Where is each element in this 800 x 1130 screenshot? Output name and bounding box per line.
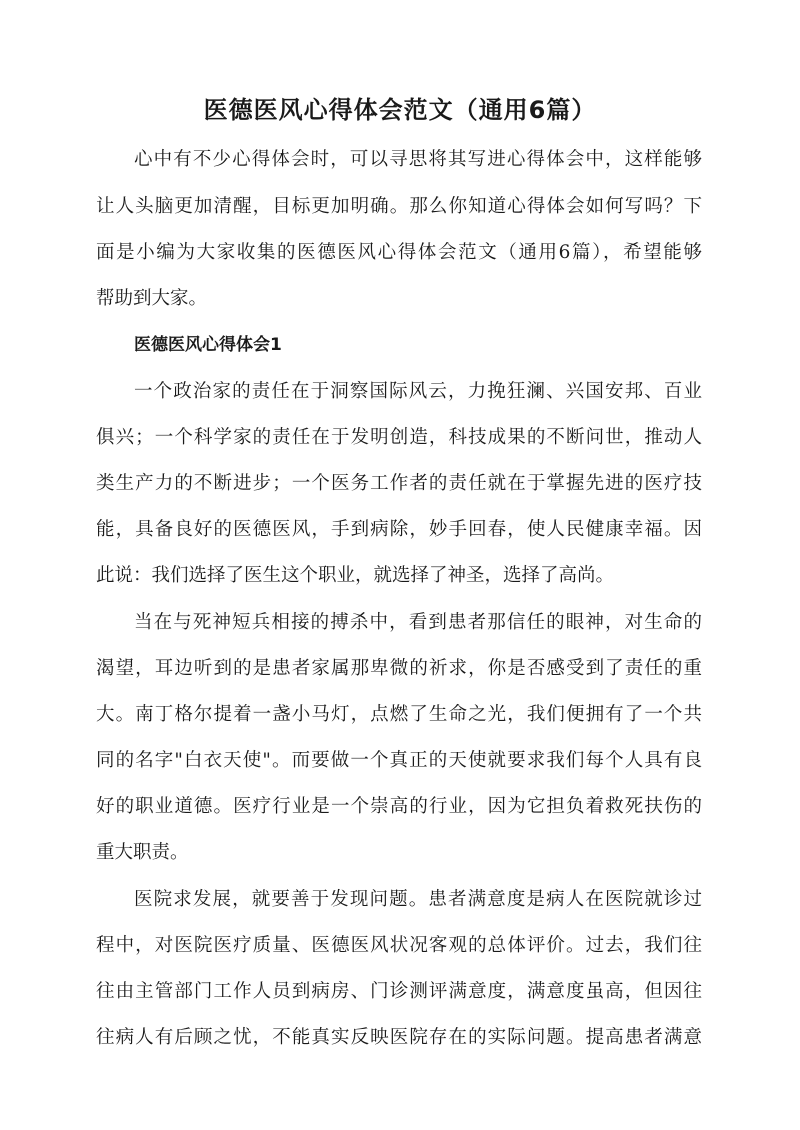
paragraph2-line-4: 同的名字"白衣天使"。而要做一个真正的天使就要求我们每个人具有良 — [96, 750, 702, 771]
paragraph1-line-5: 此说：我们选择了医生这个职业，就选择了神圣，选择了高尚。 — [96, 565, 615, 586]
paragraph2-line-6: 重大职责。 — [96, 842, 189, 863]
paragraph2-line-3: 大。南丁格尔提着一盏小马灯，点燃了生命之光，我们便拥有了一个共 — [96, 704, 702, 725]
intro-line-2: 让人头脑更加清醒，目标更加明确。那么你知道心得体会如何写吗？下 — [96, 196, 702, 217]
paragraph3-line-3: 往由主管部门工作人员到病房、门诊测评满意度，满意度虽高，但因往 — [96, 981, 702, 1002]
section-heading: 医德医风心得体会1 — [134, 335, 282, 355]
intro-line-4: 帮助到大家。 — [96, 288, 208, 309]
paragraph3-line-2: 程中，对医院医疗质量、医德医风状况客观的总体评价。过去，我们往 — [96, 935, 702, 956]
document-title: 医德医风心得体会范文（通用6篇） — [203, 96, 597, 124]
paragraph1-line-4: 能，具备良好的医德医风，手到病除，妙手回春，使人民健康幸福。因 — [96, 519, 702, 540]
paragraph2-line-1: 当在与死神短兵相接的搏杀中，看到患者那信任的眼神，对生命的 — [134, 612, 702, 633]
paragraph1-line-1: 一个政治家的责任在于洞察国际风云，力挽狂澜、兴国安邦、百业 — [134, 381, 702, 402]
paragraph1-line-3: 类生产力的不断进步；一个医务工作者的责任就在于掌握先进的医疗技 — [96, 473, 702, 494]
paragraph3-line-4: 往病人有后顾之忧，不能真实反映医院存在的实际问题。提高患者满意 — [96, 1027, 702, 1048]
paragraph3-line-1: 医院求发展，就要善于发现问题。患者满意度是病人在医院就诊过 — [134, 889, 702, 910]
intro-line-3: 面是小编为大家收集的医德医风心得体会范文（通用6篇），希望能够 — [96, 242, 702, 263]
paragraph1-line-2: 俱兴；一个科学家的责任在于发明创造，科技成果的不断问世，推动人 — [96, 427, 702, 448]
paragraph2-line-5: 好的职业道德。医疗行业是一个崇高的行业，因为它担负着救死扶伤的 — [96, 796, 702, 817]
paragraph2-line-2: 渴望，耳边听到的是患者家属那卑微的祈求，你是否感受到了责任的重 — [96, 658, 702, 679]
intro-line-1: 心中有不少心得体会时，可以寻思将其写进心得体会中，这样能够 — [134, 149, 702, 170]
